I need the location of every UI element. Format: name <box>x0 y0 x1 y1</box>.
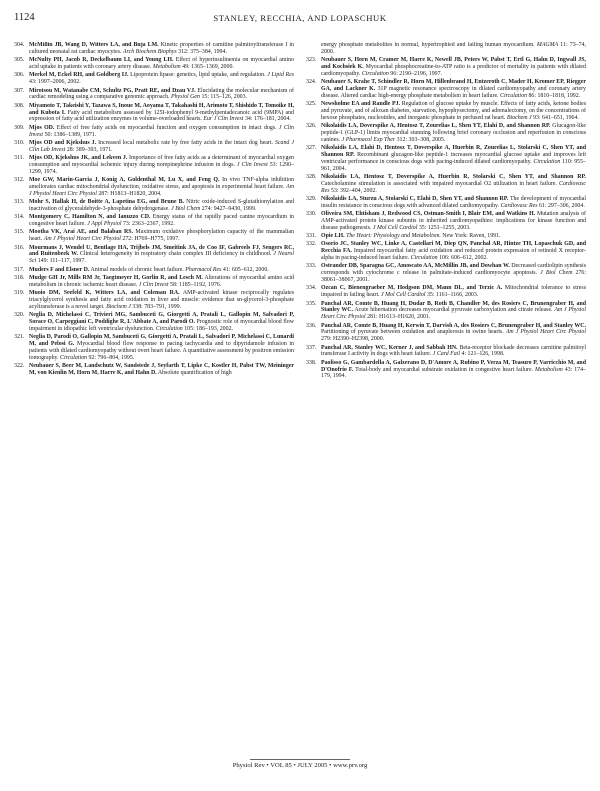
reference-citation: 287: H1813–H1820, 2004. <box>98 190 162 197</box>
reference-text <box>321 285 586 299</box>
reference-number: 324. <box>306 79 317 86</box>
reference-authors: Neubauer S, Krahe T, Schindler R, Horn M, Hillenbrand H, Entzeroth C, Mader H, Kromer EP, Riegger GA, and Lackner K. <box>321 79 586 92</box>
reference-title: Myocardial phosphocreatine-to-ATP ratio is a predictor of mortality in patients with dilated cardiomyopathy. <box>321 63 586 77</box>
reference-text <box>29 267 294 274</box>
reference-citation: 4: 121–126, 1998. <box>461 351 505 358</box>
reference-text <box>29 103 294 123</box>
reference-journal: J Neurol Sci <box>29 251 294 265</box>
reference-title: Regulation of glucose uptake by muscle. Effects of fatty acids, ketone bodies and pyruvate, and of alloxan diabetes, starvation, hypophysectomy, and adrenalectomy, on the concentrations of hexose phosphates, nucleotides, and inorganic phosphate in perfused rat heart. <box>321 101 586 121</box>
reference-number: 338. <box>306 359 317 366</box>
reference-title: Effect of hyperinsulinemia on myocardial amino acid uptake in patients with coronary artery disease. <box>29 57 294 70</box>
reference-number: 326. <box>306 123 317 130</box>
reference-number: 337. <box>306 344 317 351</box>
reference-entry <box>14 199 294 213</box>
reference-text <box>321 145 586 172</box>
reference-number: 333. <box>306 263 317 270</box>
reference-journal: J Pharmacol Exp Ther <box>341 136 396 143</box>
reference-text <box>29 245 294 265</box>
reference-text <box>321 174 586 194</box>
reference-text <box>29 155 294 175</box>
reference-entry <box>14 334 294 361</box>
reference-entry <box>14 155 294 175</box>
reference-title: energy phosphate metabolites in normal, hypertrophied and failing human myocardium. <box>321 42 535 48</box>
reference-journal: Scand J Clin Lab Invest <box>29 139 294 153</box>
reference-title: Nitric oxide-induced S-glutathionylation and inactivation of glyceraldehyde-3-phosphate dehydrogenase. <box>29 199 294 212</box>
reference-text <box>321 233 586 240</box>
reference-text <box>29 57 294 71</box>
reference-authors: Neubauer S, Horn M, Cramer M, Harre K, Newell JB, Peters W, Pabst T, Ertl G, Hahn D, Ingwall JS, and Kochsiek K. <box>321 57 586 70</box>
reference-citation: 106: 606–612, 2002. <box>439 255 488 262</box>
reference-text <box>321 196 586 210</box>
reference-title: Glucagon-like peptide-1 (GLP-1) limits myocardial stunning following brief coronary occlusion and reperfusion in conscious canines. <box>321 123 586 143</box>
reference-entry <box>306 345 586 359</box>
reference-journal: Circulation <box>155 325 183 332</box>
reference-citation: 11: 73–74, 2000. <box>321 42 586 55</box>
reference-journal: Metabolism <box>534 366 563 373</box>
reference-citation: 272: H769–H775, 1997. <box>122 236 180 243</box>
reference-number: 332. <box>306 241 317 248</box>
reference-citation: 41: 605–612, 2000. <box>222 266 269 273</box>
reference-title: Effect of free fatty acids on myocardial function and oxygen consumption in intact dogs. <box>56 124 277 131</box>
reference-journal: Arch Biochem Biophys <box>122 48 177 55</box>
reference-title: Fatty acid metabolism assessed by 125I-iodophenyl 9-methylpentadecanoic acid (9MPA) and expression of fatty acid utilization enzymes in volume-overloaded hearts. <box>29 109 294 123</box>
page-number: 1124 <box>14 12 35 23</box>
reference-journal: Cardiovasc Res <box>321 180 586 194</box>
reference-text <box>321 263 586 283</box>
reference-number: 335. <box>306 300 317 307</box>
reference-authors: Neglia D, Michelassi C, Trivieri MG, Sambuceti G, Giorgetti A, Pratali L, Gallopin M, Salvadori P, Sorace O, Carpeggiani C, Poddighe R, L'Abbate A, and Parodi O. <box>29 312 294 325</box>
reference-text <box>29 125 294 139</box>
reference-citation: 53: 1290–1299, 1974. <box>29 161 294 175</box>
reference-citation: New York: Raven, 1991. <box>442 233 501 240</box>
reference-number: 321. <box>14 334 25 341</box>
running-head: STANLEY, RECCHIA, AND LOPASCHUK <box>213 13 387 23</box>
reference-entry <box>14 72 294 86</box>
reference-text <box>321 42 586 56</box>
reference-authors: Paolisso G, Gambardella A, Galzerano D, D'Amore A, Rubino P, Verza M, Teasuro P, Varricchio M, and D'Onofrio F. <box>321 359 586 373</box>
reference-authors: Panchal AR, Comte B, Huang H, Dudar B, Roth B, Chandler M, des Rosiers C, Brunengraber H, and Stanley WC. <box>321 300 586 314</box>
reference-number: 334. <box>306 285 317 292</box>
reference-title: Recombinant glucagon-like peptide-1 increases myocardial glucose uptake and improves left ventricular performance in conscious dogs with pacing-induced dilated cardiomyopathy. <box>321 151 586 165</box>
reference-citation: 49: 1365–1369, 2000. <box>182 63 234 70</box>
reference-text <box>321 57 586 77</box>
reference-entry <box>306 233 586 240</box>
reference-title: Animal models of chronic heart failure. <box>90 266 184 273</box>
reference-number <box>306 42 321 56</box>
reference-title: Catecholamine stimulation is associated with impaired myocardial O2 utilization in heart failure. <box>321 180 557 187</box>
reference-entry <box>14 177 294 197</box>
reference-journal: Physiol Gen <box>170 94 200 101</box>
reference-number: 318. <box>14 275 25 282</box>
reference-citation: 274: 9427–9430, 1999. <box>201 205 257 212</box>
reference-authors: Osorio JC, Stanley WC, Linke A, Castellari M, Diep QN, Panchal AR, Hintze TH, Lopaschuk GD, and Recchia FA. <box>321 241 586 255</box>
reference-journal: J Clin Invest <box>29 124 294 138</box>
page-header <box>14 12 586 28</box>
reference-entry <box>14 290 294 310</box>
reference-title: Impaired myocardial fatty acid oxidation and reduced protein expression of retinoid X receptor-alpha in pacing-induced heart failure. <box>321 248 586 262</box>
reference-citation: 276: 38061–38067, 2001. <box>321 270 586 284</box>
reference-authors: Ostrander DB, Sparagna GC, Amoscato AA, McMillin JB, and Dowhan W. <box>321 263 510 270</box>
reference-journal: MAGMA <box>536 42 559 48</box>
reference-title: Beta-receptor blockade decreases carnitine palmitoyl transferase I activity in dogs with heart failure. <box>321 344 586 358</box>
reference-title: The development of myocardial insulin resistance in conscious dogs with advanced dilated cardiomyopathy. <box>321 195 586 209</box>
reference-journal: Pharmacol Res <box>185 266 222 273</box>
reference-entry <box>306 79 586 99</box>
reference-journal: Am J Physiol Heart Circ Physiol <box>505 329 586 336</box>
reference-title: Absolute quantification of high <box>157 369 232 376</box>
reference-citation: 279: H2390–H2398, 2000. <box>321 336 385 343</box>
reference-authors: Muders F and Elsner D. <box>29 266 90 273</box>
reference-journal: Circulation <box>500 92 527 99</box>
reference-journal: Am J Physiol Heart Circ Physiol <box>29 183 294 197</box>
reference-authors: Muoio DM, Seefeld K, Witters LA, and Coleman RA. <box>29 290 180 297</box>
reference-citation: 61: 297–306, 2004. <box>538 202 585 209</box>
reference-number: 308. <box>14 102 25 109</box>
reference-citation: 43: 174–179, 1994. <box>321 366 586 380</box>
reference-title: Mutation analysis of AMP-activated protein kinase subunits in inherited cardiomyopathies: implications for kinase function and disease pathogenesis. <box>321 211 586 231</box>
reference-title: Total-body and myocardial substrate oxidation in congestive heart failure. <box>355 366 534 373</box>
left-column <box>14 42 294 750</box>
reference-journal: Metabolism <box>152 63 181 70</box>
reference-citation: 28: 389–393, 1971. <box>66 146 113 153</box>
reference-journal: J Clin Invest <box>138 281 169 288</box>
reference-citation: 92: 796–804, 1995. <box>88 354 135 361</box>
reference-entry <box>14 103 294 123</box>
reference-title: AMP-activated kinase reciprocally regulates triacylglycerol synthesis and fatty acid oxidation in liver and muscle: evidence that sn-glycerol-3-phosphate acyltransferase is a novel target. <box>29 290 294 310</box>
reference-authors: McNulty PH, Jacob R, Deckelbaum LI, and Young LH. <box>29 57 174 64</box>
reference-authors: Oliveira SM, Ehtisham J, Redwood CS, Ostman-Smith I, Blair EM, and Watkins H. <box>321 211 536 218</box>
reference-number: 331. <box>306 233 317 240</box>
reference-authors: Nikolaidis LA, Hentosz T, Doverspike A, Huerbin R, Stolarski C, Shen YT, and Shannon RP. <box>321 173 586 180</box>
reference-entry <box>14 42 294 56</box>
reference-citation: 35: 1161–1166, 2003. <box>426 292 479 299</box>
reference-authors: Mourmans J, Wendel U, Bentlage HA, Trijbels JM, Smeitink JA, de Coo IF, Gabreels FJ, Sengers RC, and Ruitenbeek W. <box>29 244 294 258</box>
reference-entry <box>306 211 586 231</box>
reference-authors: Mjos OD. <box>29 124 55 131</box>
reference-authors: Mudge GH Jr, Mills RM Jr, Taegtmeyer H, Gorlin R, and Lesch M. <box>29 275 203 282</box>
reference-number: 309. <box>14 124 25 131</box>
reference-text <box>29 72 294 86</box>
reference-text <box>29 199 294 213</box>
reference-text <box>321 79 586 99</box>
reference-authors: Ozcan C, Bienengraeber M, Hodgson DM, Mann DL, and Terzic A. <box>321 285 503 292</box>
reference-title: Myocardial blood flow response to pacing tachycardia and to dipyridamole infusion in patients with dilated cardiomyopathy without overt heart failure. A quantitative assessment by positron emission tomography. <box>29 340 294 361</box>
reference-number: 323. <box>306 57 317 64</box>
reference-number: 322. <box>14 362 25 369</box>
reference-title: Alterations of myocardial amino acid metabolism in chronic ischemic heart disease. <box>29 275 294 288</box>
reference-citation: 43: 1997–2006, 2002. <box>29 79 81 86</box>
reference-citation: 93: 641–651, 1964. <box>533 114 579 121</box>
reference-title: Partitioning of pyruvate between oxidation and anaplerosis in swine hearts. <box>321 329 504 336</box>
reference-number: 327. <box>306 145 317 152</box>
reference-entry <box>306 241 586 261</box>
reference-title: Increased local metabolic rate by free fatty acids in the intact dog heart. <box>98 139 273 146</box>
reference-journal: The Heart: Physiology and Metabolism. <box>346 233 441 240</box>
reference-number: 328. <box>306 173 317 180</box>
reference-journal: J Mol Cell Cardiol <box>372 224 418 231</box>
reference-number: 311. <box>14 155 25 162</box>
reference-title: 31P magnetic resonance spectroscopy in dilated cardiomyopathy and coronary artery disease. Altered cardiac high-energy phosphate metabolism in heart failure. <box>321 85 586 99</box>
reference-title: Prognostic role of myocardial blood flow impairment in idiopathic left ventricular dysfunction. <box>29 318 294 332</box>
reference-number: 320. <box>14 312 25 319</box>
reference-number: 317. <box>14 266 25 273</box>
reference-journal: Biochem J <box>506 114 532 121</box>
reference-citation: 149: 111–117, 1997. <box>37 258 86 265</box>
reference-authors: Nikolaidis LA, Sturzu A, Stolarski C, Elahi D, Shen YT, and Shannon RP. <box>321 195 509 202</box>
reference-journal: Biochem J <box>106 303 131 310</box>
reference-journal: Circulation <box>533 158 561 165</box>
reference-citation: 50: 1386–1389, 1971. <box>44 131 97 138</box>
reference-text <box>29 42 294 56</box>
reference-entry <box>14 275 294 289</box>
reference-entry <box>14 312 294 332</box>
reference-authors: Mohr S, Hallak H, de Boitte A, Lapetina EG, and Brune B. <box>29 199 185 206</box>
reference-journal: Circulation <box>361 70 389 77</box>
reference-citation: 338: 783–791, 1999. <box>132 303 182 310</box>
reference-entry <box>14 267 294 274</box>
reference-citation: 53: 392–404, 2002. <box>331 187 377 194</box>
reference-journal: Cardiovasc Res <box>500 202 538 209</box>
reference-text <box>321 241 586 261</box>
reference-title: Energy status of the rapidly paced canine myocardium in congestive heart failure. <box>29 214 294 228</box>
reference-text <box>321 123 586 143</box>
reference-authors: Mjos OD and Kjekshus J. <box>29 139 97 146</box>
reference-authors: Montgomery C, Hamilton N, and Ianuzzo CD. <box>29 214 151 221</box>
reference-authors: Opie LH. <box>321 233 345 240</box>
reference-entry <box>14 363 294 377</box>
reference-text <box>29 229 294 243</box>
reference-entry <box>306 57 586 77</box>
reference-text <box>29 312 294 332</box>
reference-entry <box>14 229 294 243</box>
reference-text <box>321 360 586 380</box>
reference-number: 315. <box>14 229 25 236</box>
reference-authors: Miyamoto T, Takeishi Y, Tazawa S, Inoue M, Aoyama T, Takahashi H, Arimoto T, Shishido T, Tomoike H, and Kubota I. <box>29 102 294 116</box>
reference-text <box>29 177 294 197</box>
reference-entry <box>14 245 294 265</box>
reference-title: Importance of free fatty acids as a determinant of myocardial oxygen consumption and myocardial ischemic injury during norepinephrine infusion in dogs. <box>29 155 294 168</box>
reference-authors: Merkel M, Eckel RH, and Goldberg IJ. <box>29 72 129 79</box>
reference-authors: Mirotsou M, Watanabe CM, Schultz PG, Pratt RE, and Dzau VJ. <box>29 87 196 94</box>
reference-title: Decreased cardiolipin synthesis corresponds with cytochrome c release in palmitate-induced cardiomyocyte apoptosis. <box>321 263 586 277</box>
reference-entry <box>306 360 586 380</box>
reference-citation: 312: 303–308, 2005. <box>396 136 446 143</box>
reference-authors: Mjos OD, Kjekshus JK, and Lekven J. <box>29 155 128 162</box>
reference-title: Kinetic properties of carnitine palmitoyltransferase I in cultured neonatal rat cardiac myocytes. <box>29 42 294 55</box>
reference-citation: 105: 186–193, 2002. <box>184 325 233 332</box>
reference-citation: 281: H1613–H1620, 2001. <box>367 314 431 321</box>
reference-entry <box>14 125 294 139</box>
page-footer: Physiol Rev • VOL 85 • JULY 2005 • www.prv.org <box>232 762 368 769</box>
reference-entry <box>14 214 294 228</box>
reference-citation: 110: 955–961, 2004. <box>321 158 586 172</box>
reference-columns <box>14 42 586 750</box>
reference-journal: J Card Fail <box>432 351 461 358</box>
reference-citation: 35: 1251–1255, 2003. <box>418 224 471 231</box>
reference-entry <box>306 323 586 343</box>
reference-text <box>321 301 586 321</box>
reference-entry <box>14 88 294 102</box>
reference-entry <box>306 301 586 321</box>
reference-number: 312. <box>14 177 25 184</box>
reference-number: 329. <box>306 195 317 202</box>
reference-entry <box>306 145 586 172</box>
reference-citation: 34: 176–181, 2004. <box>244 116 291 123</box>
reference-title: Mitochondrial tolerance to stress impaired in failing heart. <box>321 285 586 299</box>
reference-journal: J Appl Physiol <box>87 221 122 228</box>
reference-title: Lipoprotein lipase: genetics, lipid uptake, and regulation. <box>130 72 266 79</box>
reference-title: Clinical heterogeneity in respiratory chain complex III deficiency in childhood. <box>79 251 272 258</box>
reference-authors: Panchal AR, Comte B, Huang H, Kerwin T, Darvish A, des Rosiers C, Brunengraber H, and Stanley WC. <box>321 322 586 329</box>
reference-title: In vivo TNF-alpha inhibition ameliorates cardiac mitochondrial dysfunction, oxidative stress, and apoptosis in experimental heart failure. <box>29 177 294 190</box>
reference-text <box>29 140 294 154</box>
right-column <box>306 42 586 750</box>
reference-authors: Moe GW, Marin-Garcia J, Konig A, Goldenthal M, Lu X, and Feng Q. <box>29 177 220 184</box>
reference-title: Maximum oxidative phosphorylation capacity of the mammalian heart. <box>29 229 294 243</box>
reference-citation: 73: 2363–2367, 1992. <box>122 221 175 228</box>
reference-entry <box>306 42 586 56</box>
reference-entry <box>306 196 586 210</box>
reference-number: 313. <box>14 199 25 206</box>
reference-entry <box>306 123 586 143</box>
reference-entry <box>14 57 294 71</box>
reference-number: 336. <box>306 322 317 329</box>
reference-number: 305. <box>14 57 25 64</box>
reference-number: 325. <box>306 101 317 108</box>
footer-divider <box>250 759 350 760</box>
reference-authors: Mootha VK, Arai AE, and Balaban RS. <box>29 229 134 236</box>
reference-text <box>321 323 586 343</box>
reference-text <box>29 214 294 228</box>
reference-authors: McMillin JB, Wang D, Witters LA, and Buja LM. <box>29 42 159 48</box>
reference-entry <box>14 140 294 154</box>
reference-number: 316. <box>14 244 25 251</box>
reference-authors: Neglia D, Parodi O, Gallopin M, Sambuceti G, Giorgetti A, Pratali L, Salvadori P, Michelassi C, Lunardi M, and Pelosi G. <box>29 334 294 347</box>
reference-authors: Panchal AR, Stanley WC, Kerner J, and Sabbah HN. <box>321 344 458 351</box>
reference-title: Elucidating the molecular mechanism of cardiac remodeling using a comparative genomic approach. <box>29 87 294 101</box>
reference-journal: J Biol Chem <box>171 205 201 212</box>
reference-text <box>29 88 294 102</box>
reference-authors: Nikolaidis LA, Elahi D, Hentosz T, Doverspike A, Huerbin R, Zourelias L, Stolarski C, Shen YT, and Shannon RP. <box>321 145 586 158</box>
reference-entry <box>306 263 586 283</box>
reference-journal: Circulation <box>60 354 87 361</box>
reference-number: 319. <box>14 290 25 297</box>
reference-citation: 58: 1185–1192, 1976. <box>170 281 222 288</box>
reference-text <box>29 275 294 289</box>
reference-citation: 86: 1810–1818, 1992. <box>528 92 581 99</box>
reference-authors: Neubauer S, Beer M, Landschutz W, Sandstede J, Seyfarth T, Lipke C, Kostler H, Pabst TW, Meininger M, von Kienlin M, Horn M, Harre K, and Hahn D. <box>29 362 294 376</box>
reference-entry <box>306 285 586 299</box>
reference-text <box>29 363 294 377</box>
reference-authors: Nikolaidis LA, Doverspike A, Hentosz T, Zourelias L, Shen YT, Elahi D, and Shannon RP. <box>321 123 551 130</box>
reference-journal: Eur J Clin Invest <box>203 116 244 123</box>
reference-entry <box>306 101 586 121</box>
reference-journal: J Clin Invest <box>236 161 268 168</box>
reference-journal: J Lipid Res <box>267 72 294 79</box>
reference-journal: Circulation <box>410 255 438 262</box>
reference-entry <box>306 174 586 194</box>
reference-number: 307. <box>14 87 25 94</box>
reference-text <box>321 211 586 231</box>
reference-number: 310. <box>14 139 25 146</box>
reference-journal: J Biol Chem <box>540 270 573 277</box>
reference-text <box>321 345 586 359</box>
reference-journal: Am J Physiol Heart Circ Physiol <box>43 236 121 243</box>
reference-authors: Newsholme EA and Randle PJ. <box>321 101 401 108</box>
reference-citation: 312: 375–384, 1994. <box>178 48 227 55</box>
reference-number: 306. <box>14 72 25 79</box>
reference-journal: Am J Physiol Heart Circ Physiol <box>321 307 586 321</box>
reference-text <box>29 334 294 361</box>
reference-text <box>321 101 586 121</box>
reference-title: Acute hibernation decreases myocardial pyruvate carboxylation and citrate release. <box>354 307 553 314</box>
reference-number: 304. <box>14 42 25 48</box>
reference-text <box>29 290 294 310</box>
reference-number: 330. <box>306 211 317 218</box>
reference-journal: J Mol Cell Cardiol <box>381 292 426 299</box>
reference-number: 314. <box>14 214 25 221</box>
reference-citation: 15: 115–126, 2003. <box>201 94 248 101</box>
reference-citation: 96: 2190–2196, 1997. <box>390 70 443 77</box>
